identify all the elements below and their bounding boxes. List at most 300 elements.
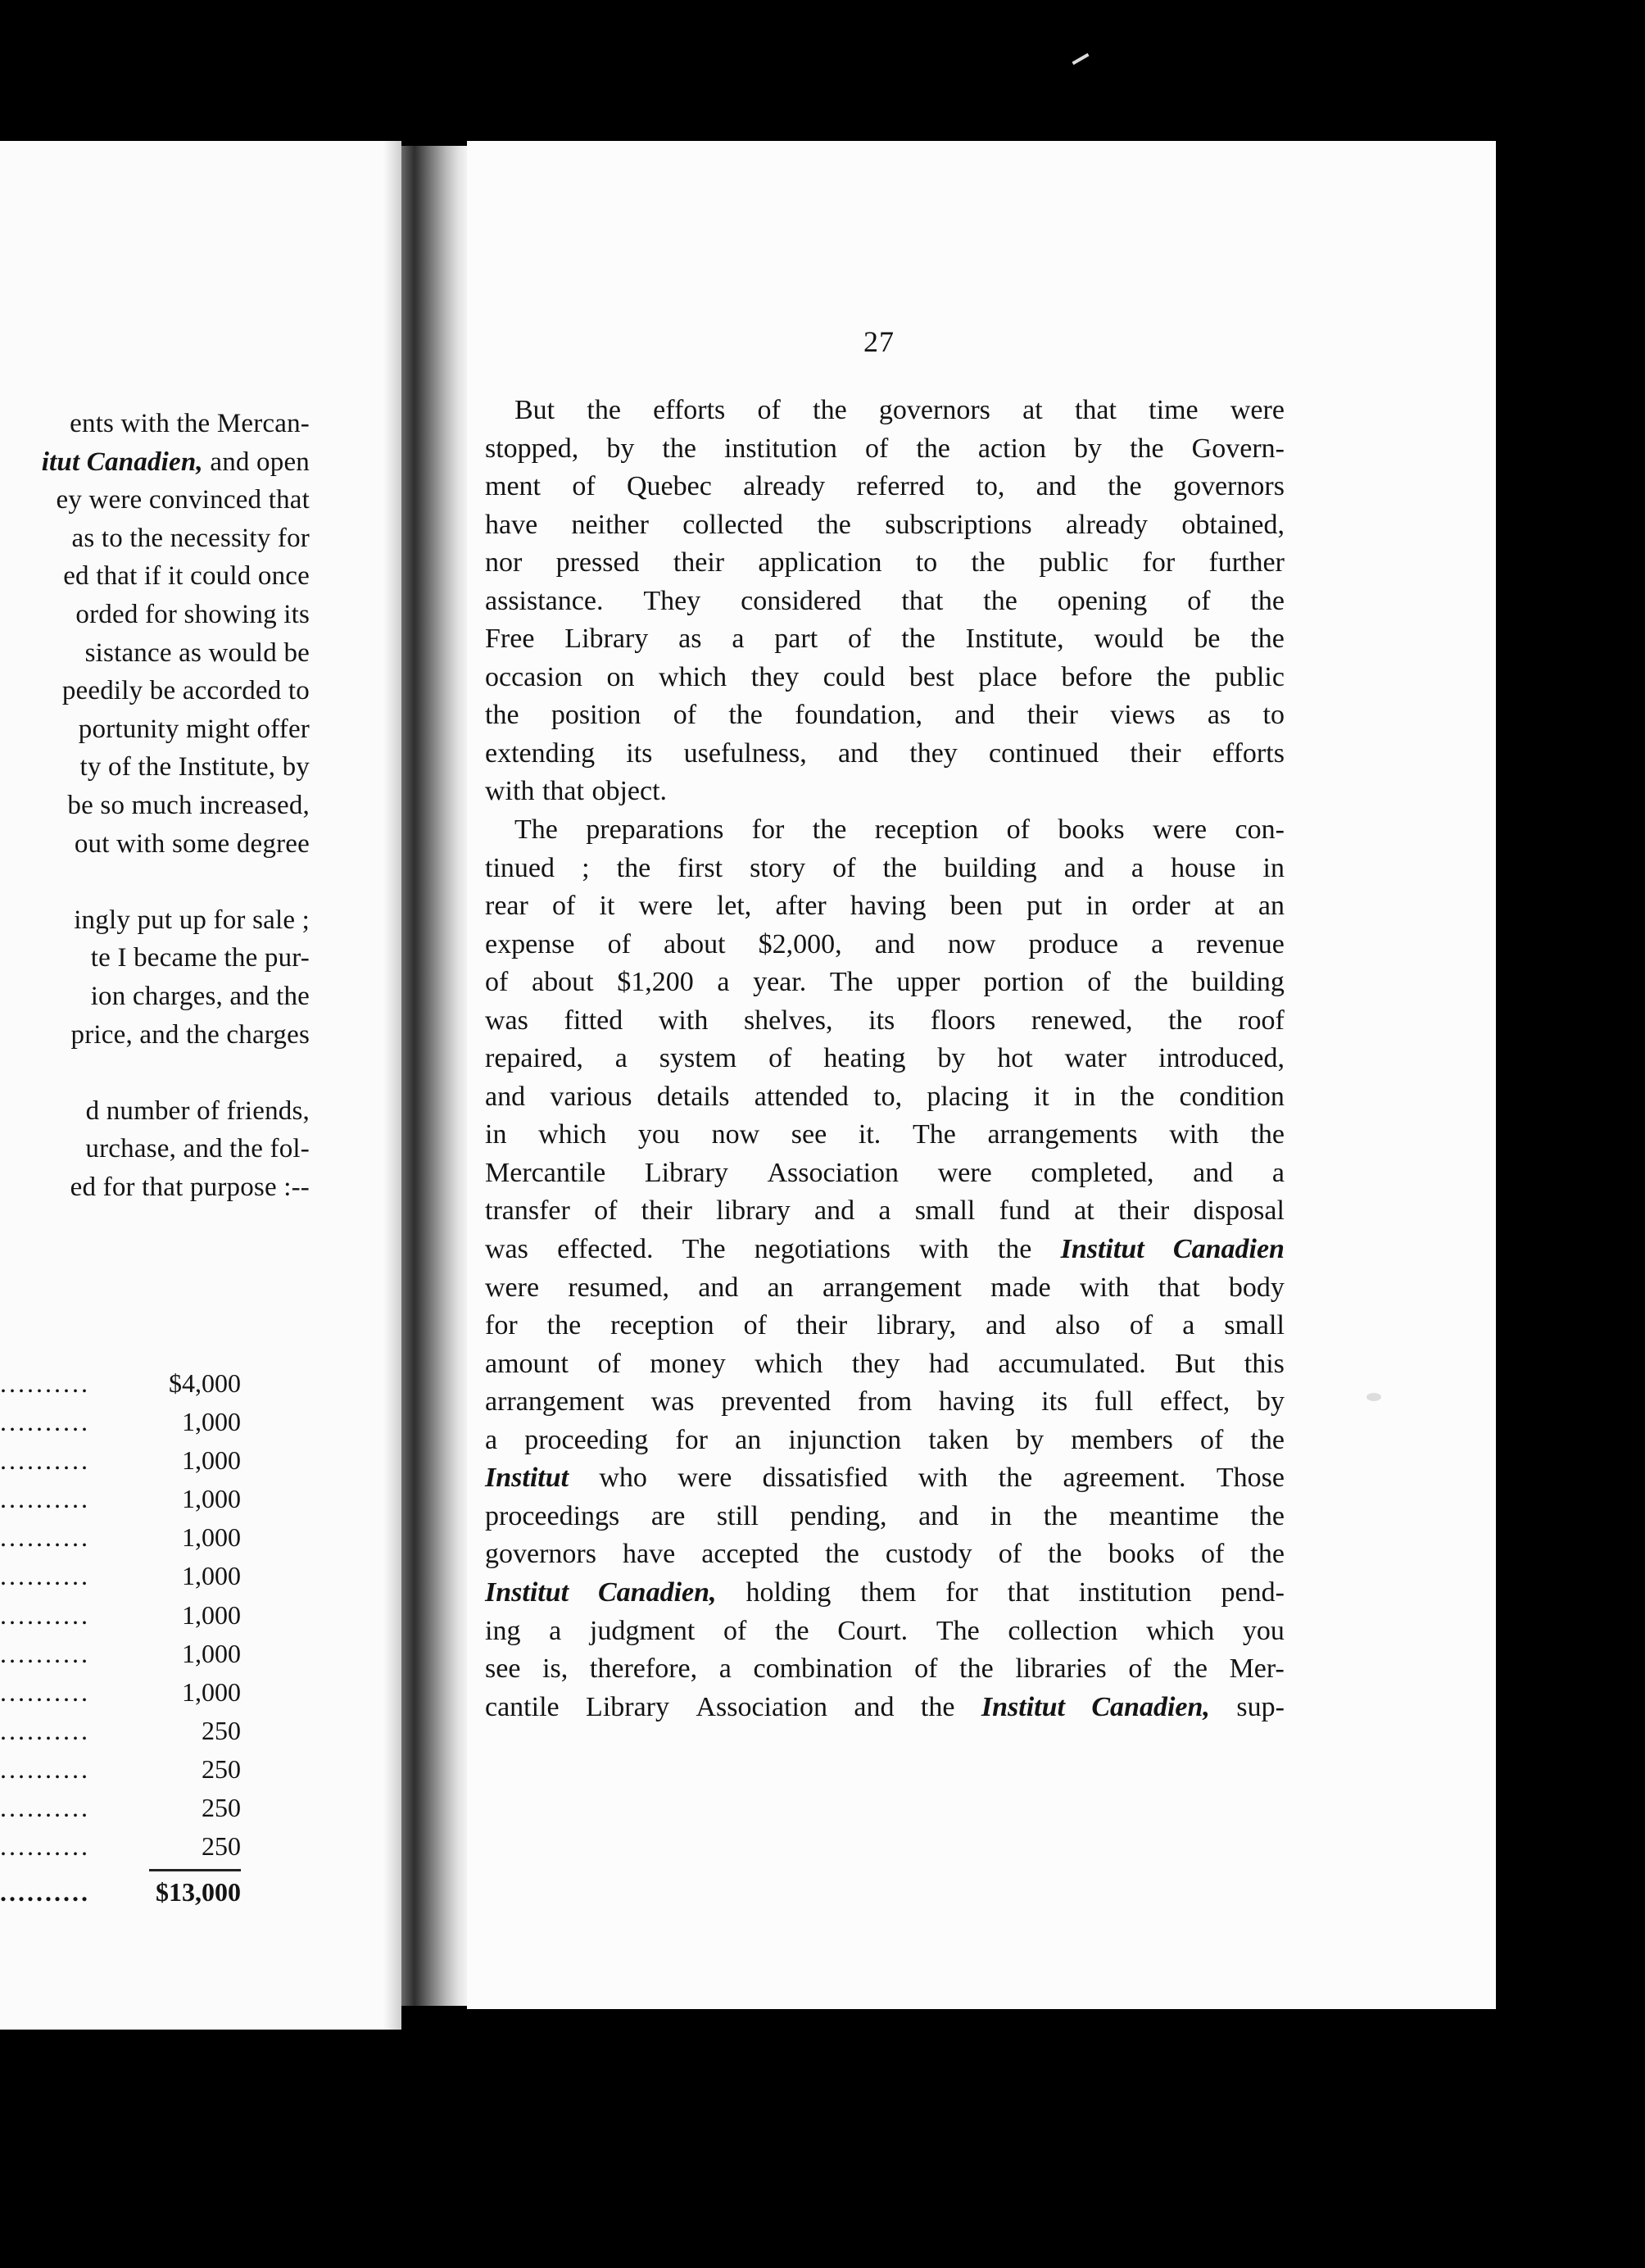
left-text-line: ents with the Mercan- — [70, 409, 310, 438]
word: foundation, — [795, 700, 922, 731]
left-text-line: be so much increased, — [67, 790, 310, 820]
word: the — [998, 1463, 1033, 1494]
blank-line — [0, 1054, 310, 1092]
ledger-row — [0, 1789, 246, 1827]
word: in — [485, 1119, 507, 1150]
word: full — [1094, 1386, 1134, 1418]
word: collected — [682, 509, 783, 540]
ledger-amount: 1,000 — [182, 1638, 241, 1668]
word: They — [643, 585, 701, 616]
leader-dots: .......... — [0, 1877, 90, 1907]
body-text-line — [485, 1040, 1285, 1078]
word: con- — [1235, 814, 1285, 846]
word: action — [977, 433, 1046, 464]
word: money — [650, 1348, 726, 1379]
word: which — [755, 1348, 823, 1379]
word: assistance. — [485, 585, 604, 616]
word: by — [1074, 433, 1103, 464]
word: the — [1250, 585, 1285, 616]
word: rear — [485, 891, 528, 922]
word: at — [1074, 1195, 1094, 1227]
ledger-total-row — [0, 1873, 246, 1912]
word: year. — [753, 967, 807, 998]
word: produce — [1028, 928, 1119, 959]
word: proceedings — [485, 1500, 620, 1531]
word: and — [1063, 852, 1104, 883]
word: Mercantile — [485, 1157, 606, 1188]
ledger-total: $13,000 — [156, 1877, 241, 1907]
word: reception — [610, 1310, 714, 1341]
body-text-line — [485, 1650, 1285, 1689]
word: you — [1242, 1615, 1285, 1646]
word: custody — [885, 1539, 972, 1570]
word: ment — [485, 471, 541, 502]
word: in — [1073, 1081, 1096, 1112]
word: before — [1061, 661, 1133, 692]
word: Association — [767, 1157, 900, 1188]
left-page-text — [0, 405, 310, 1206]
word: body — [1228, 1272, 1285, 1303]
word: pressed — [555, 547, 640, 578]
word: still — [716, 1500, 759, 1531]
word: made — [990, 1272, 1051, 1303]
word: to — [1262, 700, 1285, 731]
word: the — [1173, 1653, 1208, 1685]
word: But — [514, 395, 555, 425]
leader-dots: .......... — [0, 1445, 90, 1476]
word: that — [1074, 395, 1117, 425]
word: is, — [542, 1653, 569, 1685]
word: various — [550, 1081, 632, 1112]
word: of — [572, 471, 596, 502]
word: were — [677, 1463, 732, 1494]
word: governors — [878, 395, 990, 425]
leader-dots: .......... — [0, 1715, 90, 1745]
word: tinued — [485, 852, 555, 883]
word: portion — [983, 967, 1064, 998]
word: hot — [997, 1043, 1033, 1074]
word: Court. — [837, 1615, 909, 1646]
word: of — [1128, 1653, 1152, 1685]
word: first — [677, 852, 723, 883]
left-text-line: ty of the Institute, by — [79, 752, 310, 782]
body-text-line — [485, 506, 1285, 545]
body-text-line — [485, 1613, 1285, 1651]
ledger-row — [0, 1673, 246, 1712]
word: resumed, — [568, 1272, 669, 1303]
word: the — [546, 1310, 582, 1341]
word: of — [1187, 585, 1211, 616]
word: preparations — [586, 814, 724, 846]
word: of — [1129, 1310, 1153, 1341]
word: of — [552, 891, 576, 922]
word: transfer — [485, 1195, 570, 1227]
word: were — [638, 891, 693, 922]
word: dissatisfied — [762, 1463, 888, 1494]
word: libraries — [1015, 1653, 1107, 1685]
word: small — [914, 1195, 976, 1227]
word: could — [822, 661, 886, 692]
word: and — [954, 700, 995, 731]
word: judgment — [589, 1615, 696, 1646]
word: be — [1194, 624, 1221, 655]
body-text-line — [485, 1689, 1285, 1727]
word: their — [795, 1310, 848, 1341]
word: to, — [873, 1081, 903, 1112]
leader-dots: .......... — [0, 1484, 90, 1514]
word: about — [531, 967, 594, 998]
left-text-line: as to the necessity for — [71, 523, 310, 553]
word: ; — [582, 852, 590, 883]
word: building — [944, 852, 1037, 883]
word: of — [832, 852, 856, 883]
word: now — [711, 1119, 760, 1150]
word: the — [775, 1615, 809, 1646]
ledger-amount: 1,000 — [182, 1522, 241, 1553]
word: the — [1043, 1500, 1078, 1531]
word: combination — [753, 1653, 893, 1685]
leader-dots: .......... — [0, 1368, 90, 1398]
italic-word: Institut — [485, 1576, 569, 1608]
word: roof — [1238, 1005, 1285, 1036]
body-text-line — [485, 659, 1285, 697]
body-text-line — [485, 544, 1285, 583]
word: system — [659, 1043, 737, 1074]
body-text-line — [485, 1498, 1285, 1536]
word: now — [947, 928, 996, 959]
word: a — [717, 967, 730, 998]
word: efforts — [653, 395, 726, 425]
word: from — [858, 1386, 913, 1418]
body-text-line — [485, 620, 1285, 659]
scan-speck — [1072, 53, 1089, 65]
ledger-row — [0, 1403, 246, 1441]
body-text-line — [485, 1574, 1285, 1613]
word: the — [916, 433, 950, 464]
word: The — [514, 814, 558, 846]
ledger-amount: 250 — [202, 1831, 241, 1862]
word: and — [874, 928, 915, 959]
word: negotiations — [754, 1234, 890, 1265]
word: with — [658, 1005, 709, 1036]
word: neither — [571, 509, 649, 540]
word: of — [485, 967, 509, 998]
word: which — [1146, 1615, 1215, 1646]
left-text-line: out with some degree — [74, 828, 310, 859]
word: cantile — [485, 1691, 560, 1722]
italic-word: Canadien, — [598, 1576, 717, 1608]
word: its — [626, 737, 653, 769]
word: order — [1131, 891, 1190, 922]
word: of — [743, 1310, 767, 1341]
word: as — [678, 624, 702, 655]
ledger-row — [0, 1712, 246, 1750]
word: the — [983, 585, 1017, 616]
body-text-line — [485, 1383, 1285, 1422]
word: at — [1022, 395, 1043, 425]
word: Institute, — [965, 624, 1064, 655]
word: arrangement — [485, 1386, 624, 1418]
body-text-line — [485, 926, 1285, 964]
ledger-row — [0, 1827, 246, 1866]
word: they — [750, 661, 800, 692]
word: the — [959, 1653, 994, 1685]
word: a — [614, 1043, 628, 1074]
word: The — [912, 1119, 956, 1150]
body-text-line — [485, 696, 1285, 735]
word: that — [1158, 1272, 1200, 1303]
word: pending, — [790, 1500, 887, 1531]
word: The — [829, 967, 873, 998]
word: small — [1224, 1310, 1285, 1341]
word: floors — [930, 1005, 996, 1036]
word: upper — [896, 967, 960, 998]
word: by — [1256, 1386, 1285, 1418]
body-text-line — [485, 1192, 1285, 1231]
word: the — [1108, 471, 1142, 502]
word: house — [1171, 852, 1236, 883]
word: was — [485, 1234, 528, 1265]
word: Quebec — [626, 471, 712, 502]
word: and — [986, 1310, 1026, 1341]
body-text-line — [485, 430, 1285, 469]
word: of — [998, 1539, 1022, 1570]
word: continued — [989, 737, 1099, 769]
ledger-row — [0, 1441, 246, 1480]
word: would — [1094, 624, 1164, 655]
left-text-line: orded for showing its — [75, 599, 310, 629]
word: arrangement — [822, 1272, 962, 1303]
word: their — [641, 1195, 692, 1227]
word: books — [1058, 814, 1125, 846]
word: place — [978, 661, 1037, 692]
word: therefore, — [589, 1653, 698, 1685]
word: their — [1117, 1195, 1170, 1227]
word: subscriptions — [885, 509, 1032, 540]
word: them — [860, 1576, 917, 1608]
word: a — [1271, 1157, 1285, 1188]
word: extending — [485, 737, 596, 769]
word: building — [1191, 967, 1285, 998]
word: been — [949, 891, 1003, 922]
leader-dots: .......... — [0, 1522, 90, 1553]
body-text-line — [485, 468, 1285, 506]
word: repaired, — [485, 1043, 583, 1074]
word: reception — [874, 814, 979, 846]
word: in — [1262, 852, 1285, 883]
body-text-line — [485, 811, 1285, 850]
word: with — [1169, 1119, 1219, 1150]
word: see — [485, 1653, 521, 1685]
word: it — [1033, 1081, 1049, 1112]
word: taken — [928, 1424, 989, 1455]
word: who — [599, 1463, 647, 1494]
word: amount — [485, 1348, 569, 1379]
word: the — [1130, 433, 1164, 464]
word: a — [1182, 1310, 1195, 1341]
word: the — [1048, 1539, 1082, 1570]
word: efforts — [1212, 737, 1285, 769]
left-text-line: sistance as would be — [84, 637, 310, 668]
word: and — [814, 1195, 855, 1227]
word: proceeding — [524, 1424, 649, 1455]
text-run: and open — [202, 447, 310, 477]
word: referred — [856, 471, 945, 502]
ledger-amount: 1,000 — [182, 1484, 241, 1514]
word: in — [1085, 891, 1108, 922]
left-text-line: te I became the pur- — [90, 943, 310, 973]
word: the — [813, 395, 847, 425]
word: the — [882, 852, 918, 883]
word: effect, — [1159, 1386, 1230, 1418]
word: fund — [999, 1195, 1050, 1227]
word: the — [1120, 1081, 1155, 1112]
body-text-line — [485, 1307, 1285, 1345]
word: of — [594, 1195, 618, 1227]
word: were — [485, 1272, 540, 1303]
body-text-line — [485, 1422, 1285, 1460]
word: introduced, — [1158, 1043, 1285, 1074]
word: a — [878, 1195, 891, 1227]
word: $1,200 — [617, 967, 694, 998]
word: about — [664, 928, 726, 959]
word: of — [723, 1615, 747, 1646]
ledger-amount: 1,000 — [182, 1676, 241, 1707]
word: prevented — [721, 1386, 832, 1418]
word: injunction — [788, 1424, 902, 1455]
word: have — [623, 1539, 676, 1570]
word: as — [1207, 700, 1231, 731]
word: for — [945, 1576, 978, 1608]
ledger-row — [0, 1635, 246, 1673]
word: an — [767, 1272, 794, 1303]
word: of — [607, 928, 631, 959]
word: of — [848, 624, 872, 655]
word: the — [1250, 1119, 1285, 1150]
italic-text: itut Canadien, — [41, 447, 203, 477]
word: ing — [485, 1615, 521, 1646]
word: were — [1153, 814, 1208, 846]
word: Mer- — [1229, 1653, 1285, 1685]
word: condition — [1179, 1081, 1285, 1112]
word: of — [597, 1348, 621, 1379]
italic-word: Canadien, — [1091, 1691, 1210, 1722]
word: the — [971, 547, 1005, 578]
left-text-line: ed that if it could once — [63, 561, 310, 592]
word: this — [1244, 1348, 1285, 1379]
body-text-line — [485, 1078, 1285, 1117]
word: position — [551, 700, 641, 731]
word: the — [817, 509, 851, 540]
body-text-line — [485, 1002, 1285, 1041]
word: the — [1250, 1500, 1285, 1531]
word: the — [662, 433, 696, 464]
word: it — [599, 891, 615, 922]
word: was — [485, 1005, 528, 1036]
word: their — [673, 547, 725, 578]
body-text-line — [485, 773, 1285, 811]
word: they — [851, 1348, 900, 1379]
word: an — [1258, 891, 1285, 922]
ledger-amount: 1,000 — [182, 1561, 241, 1591]
word: and — [918, 1500, 959, 1531]
ledger-amount: $4,000 — [169, 1368, 241, 1398]
word: the — [901, 624, 936, 655]
word: completed, — [1031, 1157, 1154, 1188]
word: placing — [927, 1081, 1009, 1112]
word: for — [675, 1424, 709, 1455]
body-text-line — [485, 964, 1285, 1002]
word: of — [673, 700, 697, 731]
word: public — [1039, 547, 1109, 578]
left-text-line: ey were convinced that — [56, 485, 310, 515]
word: governors — [1172, 471, 1285, 502]
body-text-line — [485, 1231, 1285, 1269]
left-text-line — [0, 443, 310, 482]
body-text-line — [485, 392, 1285, 430]
word: of — [768, 1043, 792, 1074]
leader-dots: .......... — [0, 1407, 90, 1437]
word: already — [743, 471, 826, 502]
word: the — [485, 700, 519, 731]
word: obtained, — [1181, 509, 1285, 540]
word: were — [937, 1157, 992, 1188]
word: Govern- — [1191, 433, 1285, 464]
word: stopped, — [485, 433, 579, 464]
word: by — [606, 433, 635, 464]
word: that — [542, 776, 584, 807]
word: for — [485, 1310, 518, 1341]
word: opening — [1057, 585, 1148, 616]
word: for — [751, 814, 785, 846]
word: governors — [485, 1539, 596, 1570]
left-text-line: d number of friends, — [85, 1095, 310, 1126]
body-text-line — [485, 1154, 1285, 1193]
body-text-line — [485, 1459, 1285, 1498]
word: and — [1193, 1157, 1234, 1188]
word: shelves, — [743, 1005, 833, 1036]
word: an — [735, 1424, 762, 1455]
word: have — [485, 509, 538, 540]
word: you — [637, 1119, 680, 1150]
word: the — [1156, 661, 1191, 692]
word: see — [791, 1119, 827, 1150]
word: a — [732, 624, 745, 655]
ledger-row — [0, 1750, 246, 1789]
word: of — [757, 395, 781, 425]
word: and — [485, 1081, 526, 1112]
body-text-line — [485, 1345, 1285, 1384]
book-gutter — [401, 146, 467, 2006]
ledger-row — [0, 1557, 246, 1595]
word: the — [1250, 1424, 1285, 1455]
word: considered — [741, 585, 862, 616]
word: Those — [1216, 1463, 1285, 1494]
body-text-line — [485, 887, 1285, 926]
word: already — [1066, 509, 1149, 540]
word: Free — [485, 624, 535, 655]
word: had — [928, 1348, 969, 1379]
left-text-line: ion charges, and the — [90, 981, 310, 1011]
word: for — [1142, 547, 1176, 578]
word: $2,000, — [758, 928, 842, 959]
word: collection — [1008, 1615, 1118, 1646]
total-rule — [149, 1869, 241, 1871]
word: best — [909, 661, 954, 692]
word: which — [659, 661, 727, 692]
right-page-text — [485, 392, 1285, 1726]
body-text-line — [485, 1116, 1285, 1154]
